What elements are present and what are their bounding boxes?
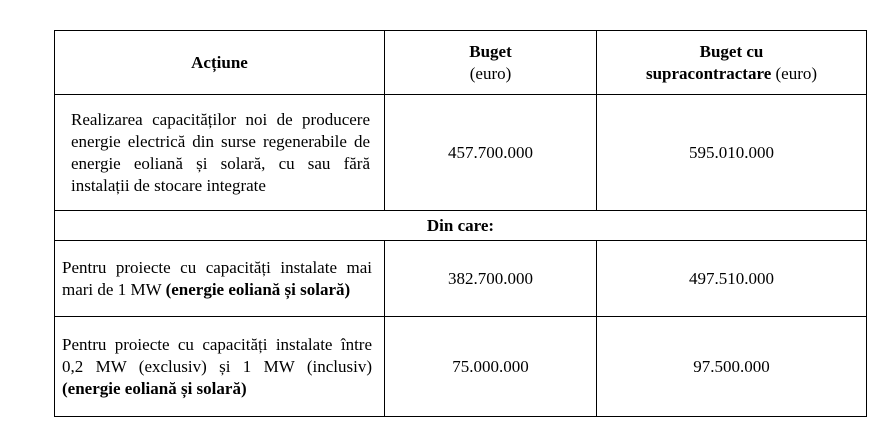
subrow-description-bold: (energie eoliană și solară): [62, 378, 247, 398]
subrow-description-text: Pentru proiecte cu capacități instalate între 0,2 MW (exclusiv) și 1 MW (inclusiv): [62, 334, 372, 376]
header-budget: [385, 31, 597, 95]
subrow-overbudget: 97.500.000: [597, 317, 867, 417]
table-row: [55, 317, 867, 417]
subrow-budget: 75.000.000: [385, 317, 597, 417]
table-row: [55, 241, 867, 317]
subrow-description: [55, 317, 385, 417]
subrow-budget: 382.700.000: [385, 241, 597, 317]
row-overbudget: 595.010.000: [597, 95, 867, 211]
subrow-overbudget: 497.510.000: [597, 241, 867, 317]
header-overbudget: [597, 31, 867, 95]
subrow-description-bold: (energie eoliană și solară): [165, 279, 351, 299]
row-budget: 457.700.000: [385, 95, 597, 211]
header-overbudget-label-line2: supracontractare: [645, 63, 772, 83]
header-budget-label: Buget: [469, 41, 512, 61]
subheader-row: [55, 211, 867, 241]
header-row: [55, 31, 867, 95]
budget-table: [54, 30, 867, 417]
header-overbudget-unit: (euro): [775, 63, 818, 83]
row-description: Realizarea capacităților noi de producere energie electrică din surse regenerabile de energie eoliană și solară, cu sau fără instalații de stocare integrate: [55, 95, 385, 211]
header-budget-unit: (euro): [469, 63, 512, 83]
subrow-description-text: Pentru proiecte cu capacități instalate mai mari de 1 MW: [62, 257, 372, 299]
header-action: [55, 31, 385, 95]
subheader-label: Din care:: [55, 211, 867, 241]
header-action-label: Acțiune: [191, 52, 248, 72]
subrow-description: [55, 241, 385, 317]
table-row: [55, 95, 867, 211]
header-overbudget-label-line1: Buget cu: [699, 41, 764, 61]
